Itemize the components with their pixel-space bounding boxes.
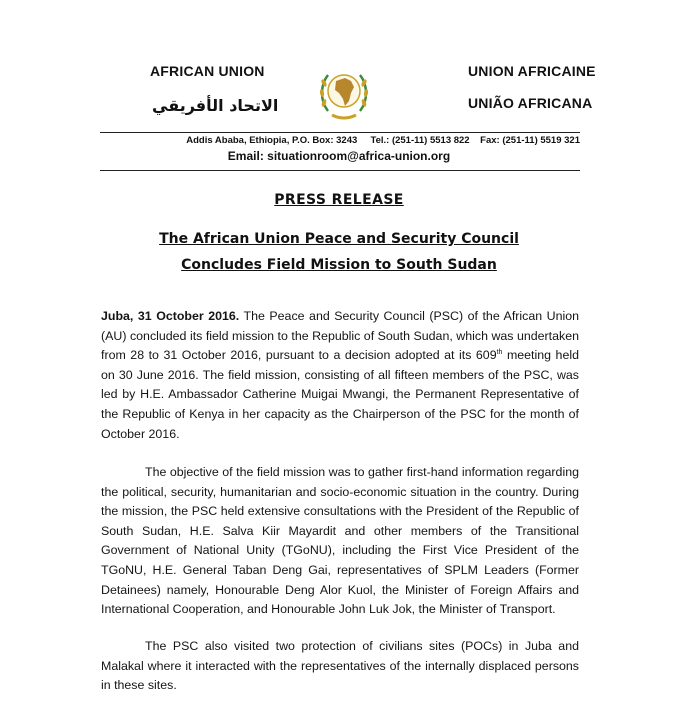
contact-line xyxy=(155,135,580,146)
paragraph-1-text-a: The Peace and Security Council (PSC) of the African Union (AU) concluded its field mission to the Republic of South Sudan, which was undertaken from 28 to 31 October 2016, pursuant to a decision adopted at its 609 xyxy=(101,309,580,363)
org-name-portuguese: UNIÃO AFRICANA xyxy=(468,95,593,111)
release-title-line-1: The African Union Peace and Security Council xyxy=(159,231,519,247)
org-name-arabic: الاتحاد الأفريقي xyxy=(152,96,279,115)
paragraph-2: The objective of the field mission was to gather first-hand information regarding the political, security, humanitarian and socio-economic situation in the country. During the mission, the PSC held extensive consultations with the President of the Republic of South Sudan, H.E. Salva Kiir Mayardit and other members of the Transitional Government of National Unity (TGoNU), including the First Vice President of the TGoNU, H.E. General Taban Deng Gai, representatives of SPLM Leaders (Former Detainees) namely, Honourable Deng Alor Kuol, the Minister of Foreign Affairs and International Cooperation, and Honourable John Luk Jok, the Minister of Transport. xyxy=(101,465,579,617)
ordinal-suffix: th xyxy=(496,349,503,357)
emblem-ribbon xyxy=(332,115,356,118)
press-release-label: PRESS RELEASE xyxy=(274,192,404,208)
paragraph-1-text-b: meeting held on 30 June 2016. The field mission, consisting of all fifteen members of the PSC, was led by H.E. Ambassador Catherine Muigai Mwangi, the Permanent Representative of the Republic of Kenya in her capacity as the Chairperson of the PSC for the month of October 2016. xyxy=(101,348,579,441)
email-line xyxy=(0,149,678,163)
letterhead-divider-top xyxy=(100,132,580,133)
org-name-french: UNION AFRICAINE xyxy=(468,63,596,79)
postal-address: Addis Ababa, Ethiopia, P.O. Box: 3243 xyxy=(186,135,358,146)
fax: Fax: (251-11) 5519 321 xyxy=(480,135,580,146)
email-address: Email: situationroom@africa-union.org xyxy=(227,149,451,163)
african-union-emblem-icon xyxy=(318,63,370,123)
paragraph-3: The PSC also visited two protection of civilians sites (POCs) in Juba and Malakal where it interacted with the representatives of the internally displaced persons in these sites. xyxy=(101,639,579,693)
telephone: Tel.: (251-11) 5513 822 xyxy=(370,135,470,146)
org-name-english: AFRICAN UNION xyxy=(150,63,265,79)
dateline: Juba, 31 October 2016. xyxy=(101,309,240,323)
letterhead-divider-bottom xyxy=(100,170,580,171)
paragraph-1 xyxy=(101,307,579,444)
release-title-line-2: Concludes Field Mission to South Sudan xyxy=(181,257,497,273)
